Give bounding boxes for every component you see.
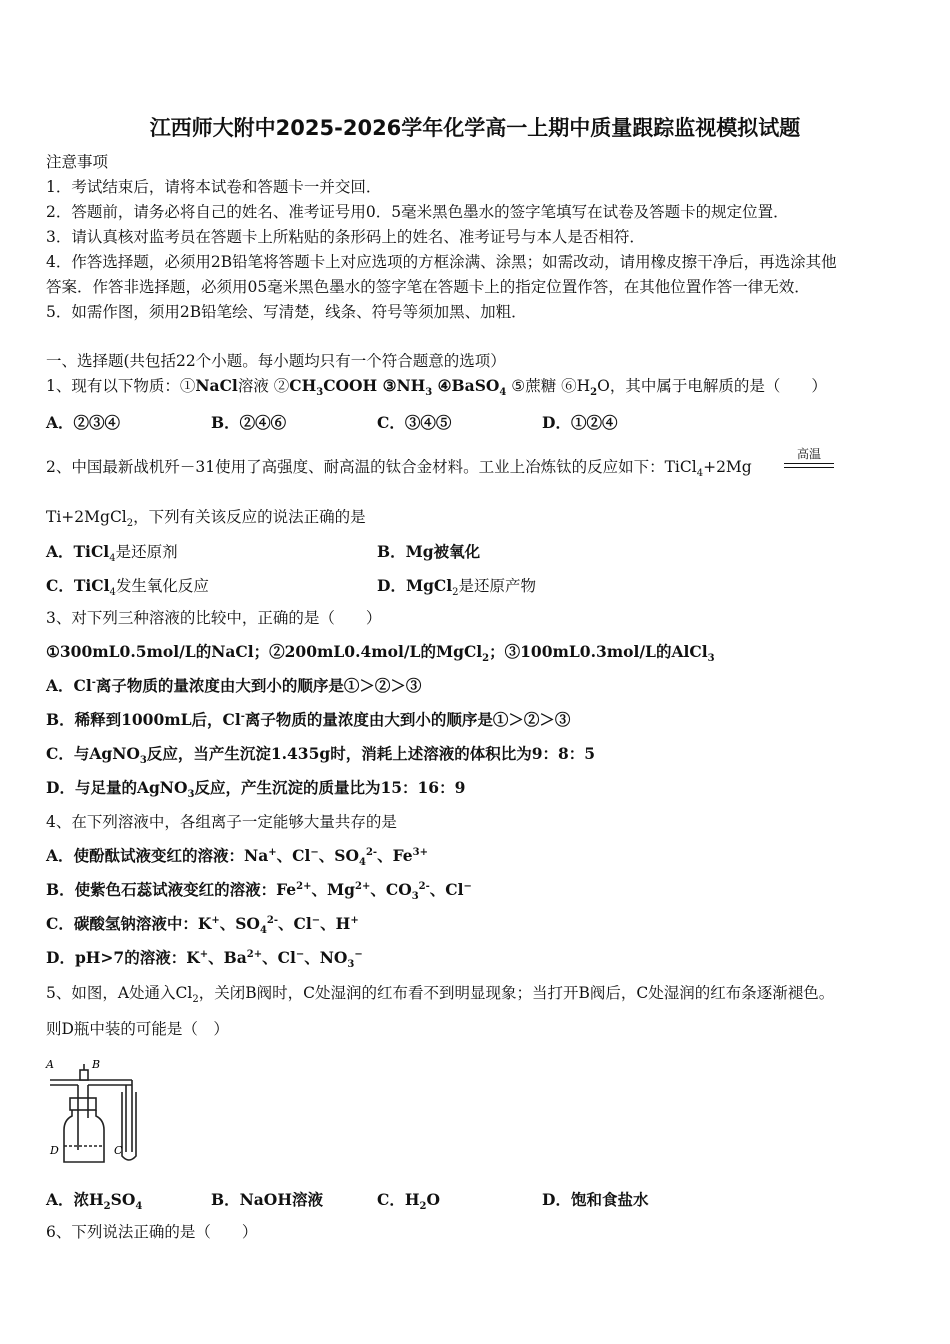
question-3-solutions: ①300mL0.5mol/L的NaCl；②200mL0.4mol/L的MgCl$_2$；③100mL0.3mol/L的AlCl$_3$ [46, 642, 715, 665]
option-b: B．Mg被氧化 [377, 542, 481, 561]
apparatus-diagram [44, 1058, 149, 1168]
section-heading: 一、选择题(共包括22个小题。每小题均只有一个符合题意的选项） [46, 352, 506, 370]
option-a: A．TiCl$_4$是还原剂 [46, 542, 178, 565]
question-5-stem-cont: 则D瓶中装的可能是（ ） [46, 1020, 229, 1038]
option-d: D．饱和食盐水 [542, 1190, 649, 1209]
note-item: 2．答题前，请务必将自己的姓名、准考证号用0．5毫米黑色墨水的签字笔填写在试卷及答题卡的规定位置． [46, 203, 789, 221]
question-5-stem: 5、如图，A处通入$Cl_2$，关闭B阀时，C处湿润的红布看不到明显现象；当打开B阀后，C处湿润的红布条逐渐褪色。 [46, 984, 835, 1006]
question-2-stem: 2、中国最新战机歼－31使用了高强度、耐高温的钛合金材料。工业上冶炼钛的反应如下：TiCl$_4$+2Mg [46, 458, 752, 480]
option-c: C．TiCl$_4$发生氧化反应 [46, 576, 209, 599]
option-b: B．稀释到1000mL后，Cl-离子物质的量浓度由大到小的顺序是①＞②＞③ [46, 710, 571, 729]
note-item: 3．请认真核对监考员在答题卡上所粘贴的条形码上的姓名、准考证号与本人是否相符． [46, 228, 645, 246]
label-d: D [50, 1144, 59, 1157]
note-item: 答案．作答非选择题，必须用05毫米黑色墨水的签字笔在答题卡上的指定位置作答，在其他位置作答一律无效． [46, 278, 810, 296]
option-c: C．与AgNO$_3$反应，当产生沉淀1.435g时，消耗上述溶液的体积比为9：8：5 [46, 744, 596, 767]
note-item: 4．作答选择题，必须用2B铅笔将答题卡上对应选项的方框涂满、涂黑；如需改动，请用橡皮擦干净后，再选涂其他 [46, 253, 837, 271]
option-b: B．NaOH溶液 [211, 1190, 323, 1209]
note-item: 1．考试结束后，请将本试卷和答题卡一并交回． [46, 178, 382, 196]
option-c: C．$H_2O$ [377, 1190, 440, 1213]
option-d: D．与足量的AgNO$_3$反应，产生沉淀的质量比为15：16：9 [46, 778, 466, 801]
label-c: C [114, 1144, 123, 1157]
option-a: A．②③④ [46, 413, 121, 432]
question-3-stem: 3、对下列三种溶液的比较中，正确的是（ ） [46, 609, 382, 627]
option-d: D．①②④ [542, 413, 618, 432]
reaction-condition: 高温 [784, 445, 834, 468]
label-a: A [46, 1058, 54, 1071]
option-b: B．使紫色石蕊试液变红的溶液：$Fe^{2+}$、$Mg^{2+}$、$CO_3^{2-}$、Cl− [46, 880, 472, 903]
option-b: B．②④⑥ [211, 413, 287, 432]
question-1-stem: 1、现有以下物质：①NaCl溶液 $②CH_3COOH$ $③NH_3$ ④BaSO$_4$ ⑤蔗糖 $⑥H_2O$，其中属于电解质的是（ ） [46, 376, 827, 399]
option-a: A．使酚酞试液变红的溶液：Na+、Cl−、$SO_4^{2-}$、$Fe^{3+}$ [46, 846, 428, 869]
label-b: B [92, 1058, 101, 1071]
question-6-stem: 6、下列说法正确的是（ ） [46, 1223, 258, 1241]
note-item: 5．如需作图，须用2B铅笔绘、写清楚，线条、符号等须加黑、加粗． [46, 303, 527, 321]
option-d: D．pH>7的溶液：K+、$Ba^{2+}$、Cl−、$NO_3^-$ [46, 948, 363, 971]
option-c: C．碳酸氢钠溶液中：K+、$SO_4^{2-}$、Cl−、H+ [46, 914, 359, 937]
question-2-stem-cont: Ti+2MgCl$_2$，下列有关该反应的说法正确的是 [46, 508, 366, 530]
notes-heading: 注意事项 [46, 153, 109, 171]
option-a: A．Cl-离子物质的量浓度由大到小的顺序是①＞②＞③ [46, 676, 422, 695]
option-a: A．浓$H_2SO_4$ [46, 1190, 143, 1213]
question-4-stem: 4、在下列溶液中，各组离子一定能够大量共存的是 [46, 813, 397, 831]
page-title: 江西师大附中2025-2026学年化学高一上期中质量跟踪监视模拟试题 [149, 116, 801, 140]
option-d: D．MgCl$_2$是还原产物 [377, 576, 537, 599]
option-c: C．③④⑤ [377, 413, 452, 432]
